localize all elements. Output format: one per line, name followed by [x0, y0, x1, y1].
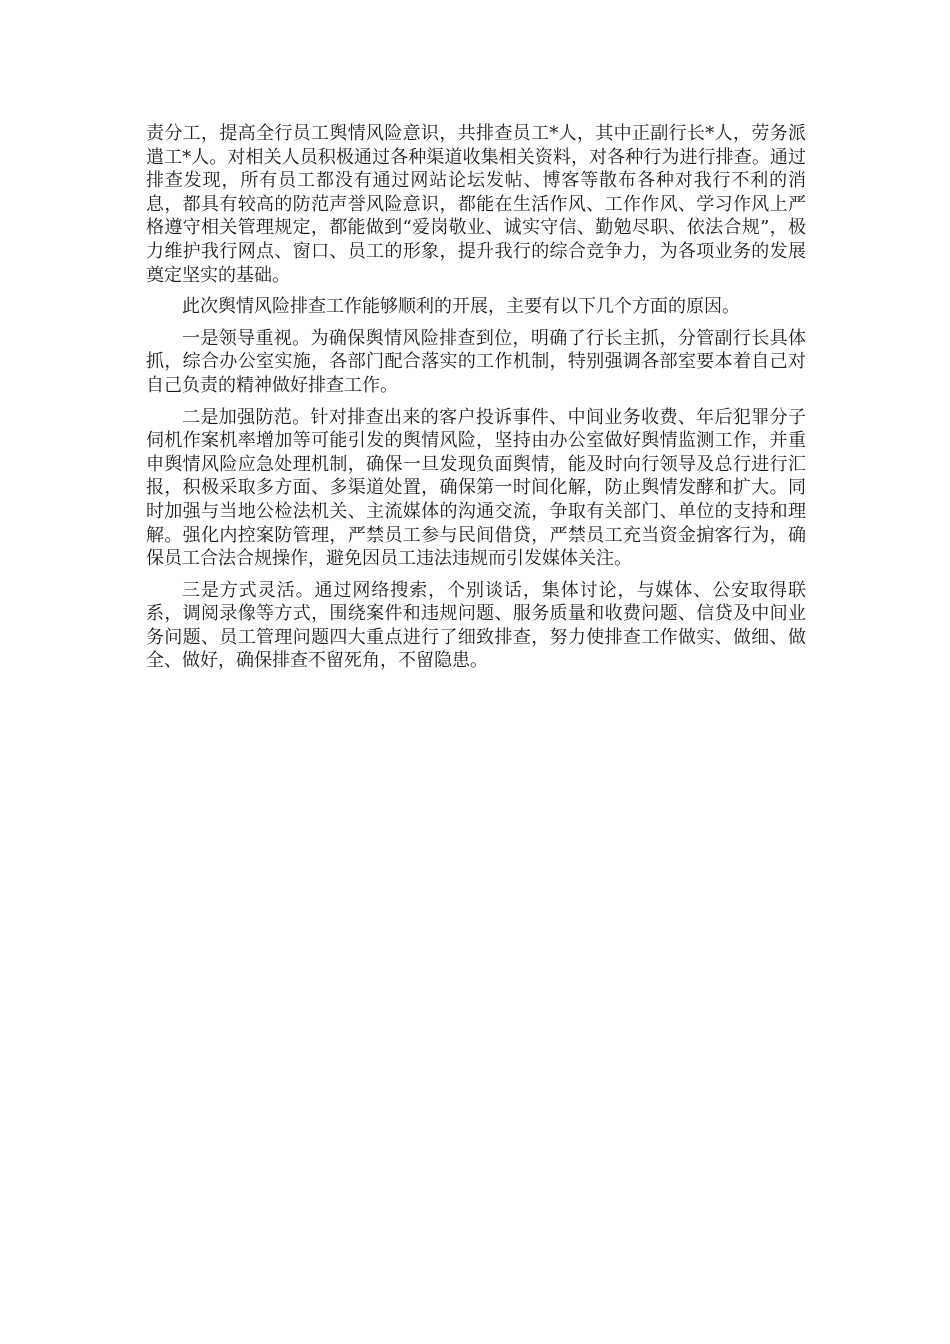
paragraph-prevention: 二是加强防范。针对排查出来的客户投诉事件、中间业务收费、年后犯罪分子伺机作案机率增加等可能引发的舆情风险，坚持由办公室做好舆情监测工作，并重申舆情风险应急处理机制，确保一旦发现负面舆情，能及时向行领导及总行进行汇报，积极采取多方面、多渠道处置，确保第一时间化解，防止舆情发酵和扩大。同时加强与当地公检法机关、主流媒体的沟通交流，争取有关部门、单位的支持和理解。强化内控案防管理，严禁员工参与民间借贷，严禁员工充当资金掮客行为，确保员工合法合规操作，避免因员工违法违规而引发媒体关注。 [146, 406, 806, 570]
document-body [146, 122, 806, 681]
paragraph-leadership: 一是领导重视。为确保舆情风险排查到位，明确了行长主抓，分管副行长具体抓，综合办公室实施，各部门配合落实的工作机制，特别强调各部室要本着自己对自己负责的精神做好排查工作。 [146, 327, 806, 396]
paragraph-reasons-intro: 此次舆情风险排查工作能够顺利的开展，主要有以下几个方面的原因。 [182, 296, 740, 318]
paragraph-continuation: 责分工，提高全行员工舆情风险意识，共排查员工*人，其中正副行长*人，劳务派遣工*人。对相关人员积极通过各种渠道收集相关资料，对各种行为进行排查。通过排查发现，所有员工都没有通过网站论坛发帖、博客等散布各种对我行不利的消息，都具有较高的防范声誉风险意识，都能在生活作风、工作作风、学习作风上严格遵守相关管理规定，都能做到“爱岗敬业、诚实守信、勤勉尽职、依法合规”，极力维护我行网点、窗口、员工的形象，提升我行的综合竞争力，为各项业务的发展奠定坚实的基础。 [146, 123, 806, 286]
paragraph-methods: 三是方式灵活。通过网络搜索，个别谈话，集体讨论，与媒体、公安取得联系，调阅录像等方式，围绕案件和违规问题、服务质量和收费问题、信贷及中间业务问题、员工管理问题四大重点进行了细致排查，努力使排查工作做实、做细、做全、做好，确保排查不留死角，不留隐患。 [146, 579, 806, 672]
